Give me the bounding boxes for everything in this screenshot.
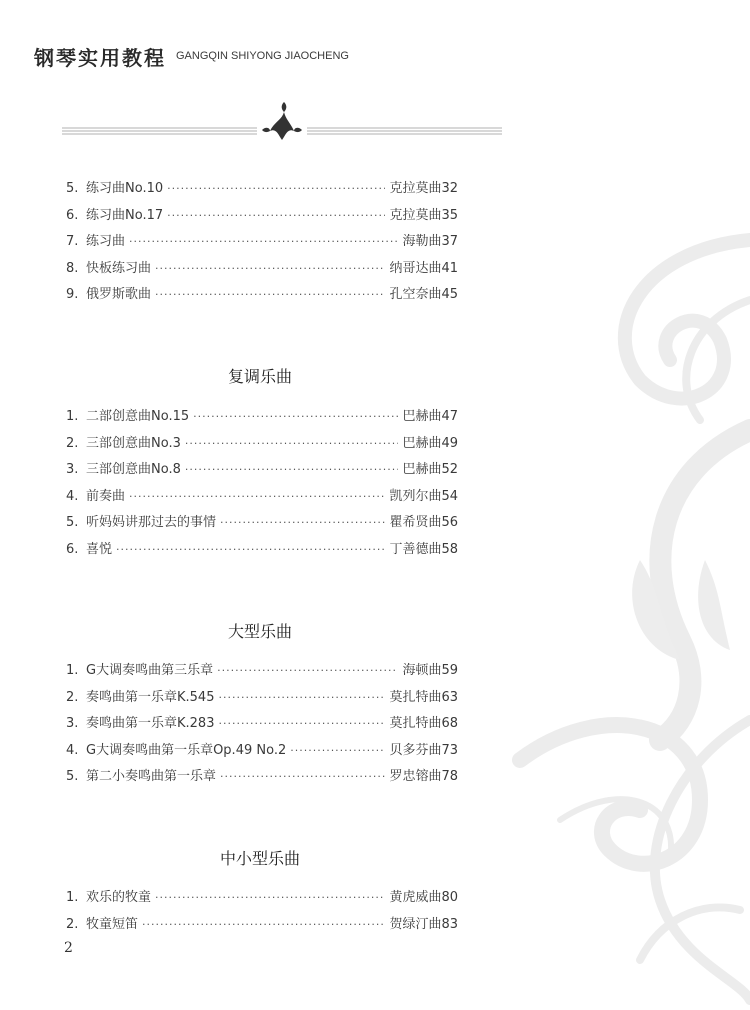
entry-page: 78	[441, 769, 458, 784]
entry-page: 63	[441, 689, 458, 705]
toc-entry[interactable]	[66, 712, 458, 739]
entry-title: 奏鸣曲第一乐章K.283	[86, 716, 215, 731]
dot-leader	[218, 691, 385, 704]
entry-title: 牧童短笛	[86, 916, 139, 932]
entry-composer: 莫扎特曲	[389, 689, 442, 705]
entry-number: 7.	[66, 234, 79, 249]
entry-page: 54	[441, 488, 458, 504]
entry-page: 37	[441, 234, 458, 249]
dot-leader	[218, 717, 385, 730]
entry-title: 练习曲No.17	[86, 207, 164, 223]
toc-entry[interactable]	[66, 257, 458, 284]
book-title-chinese: 钢琴实用教程	[34, 46, 166, 70]
entry-page: 58	[441, 541, 458, 557]
entry-title: 练习曲	[86, 234, 126, 249]
dot-leader	[116, 543, 385, 556]
entry-number: 1.	[66, 890, 79, 905]
entry-number: 1.	[66, 663, 79, 678]
entry-composer: 孔空奈曲	[389, 287, 442, 302]
entry-title: 喜悦	[86, 541, 113, 557]
entry-number: 5.	[66, 769, 79, 784]
entry-title: 练习曲No.10	[86, 181, 164, 196]
entry-composer: 巴赫曲	[402, 435, 442, 451]
toc-section-large-works	[66, 659, 458, 792]
dot-leader	[167, 182, 385, 195]
entry-page: 52	[441, 462, 458, 477]
section-heading-small-works: 中小型乐曲	[219, 849, 300, 868]
entry-title: 听妈妈讲那过去的事情	[86, 515, 217, 530]
entry-number: 3.	[66, 716, 79, 731]
entry-number: 2.	[66, 689, 79, 705]
entry-composer: 贺绿汀曲	[389, 916, 442, 932]
dot-leader	[129, 235, 398, 248]
entry-title: 前奏曲	[86, 488, 126, 504]
entry-number: 5.	[66, 181, 79, 196]
toc-entry[interactable]	[66, 485, 458, 512]
dot-leader	[185, 463, 399, 476]
entry-title: 俄罗斯歌曲	[86, 287, 152, 302]
entry-title: 二部创意曲No.15	[86, 409, 190, 424]
toc-entry[interactable]	[66, 659, 458, 686]
entry-composer: 丁善德曲	[389, 541, 442, 557]
entry-page: 83	[441, 916, 458, 932]
toc-entry[interactable]	[66, 230, 458, 257]
book-title-pinyin: GANGQIN SHIYONG JIAOCHENG	[176, 50, 349, 62]
divider-ornament	[62, 100, 502, 150]
entry-title: 第二小奏鸣曲第一乐章	[86, 769, 217, 784]
entry-page: 45	[441, 287, 458, 302]
entry-composer: 纳哥达曲	[389, 260, 442, 276]
toc-entry[interactable]	[66, 204, 458, 231]
entry-title: 快板练习曲	[86, 260, 152, 276]
toc-section-etudes	[66, 177, 458, 310]
section-heading-large-works: 大型乐曲	[227, 622, 292, 641]
toc-entry[interactable]	[66, 177, 458, 204]
dot-leader	[217, 664, 398, 677]
dot-leader	[129, 490, 385, 503]
entry-number: 6.	[66, 541, 79, 557]
toc-entry[interactable]	[66, 765, 458, 792]
dot-leader	[193, 410, 398, 423]
toc-entry[interactable]	[66, 913, 458, 940]
entry-page: 56	[441, 515, 458, 530]
entry-title: 奏鸣曲第一乐章K.545	[86, 689, 215, 705]
toc-entry[interactable]	[66, 739, 458, 766]
entry-page: 32	[441, 181, 458, 196]
entry-title: 三部创意曲No.8	[86, 462, 181, 477]
entry-title: G大调奏鸣曲第一乐章Op.49 No.2	[86, 742, 287, 758]
entry-title: G大调奏鸣曲第三乐章	[86, 663, 214, 678]
entry-composer: 罗忠镕曲	[389, 769, 442, 784]
entry-number: 3.	[66, 462, 79, 477]
entry-composer: 凯列尔曲	[389, 488, 442, 504]
entry-composer: 克拉莫曲	[389, 181, 442, 196]
entry-composer: 黄虎威曲	[389, 890, 442, 905]
toc-section-small-works	[66, 886, 458, 939]
page-number: 2	[64, 940, 73, 956]
entry-page: 73	[441, 742, 458, 758]
entry-page: 80	[441, 890, 458, 905]
entry-number: 9.	[66, 287, 79, 302]
dot-leader	[220, 516, 385, 529]
entry-composer: 莫扎特曲	[389, 716, 442, 731]
entry-composer: 海顿曲	[402, 663, 442, 678]
toc-entry[interactable]	[66, 538, 458, 565]
entry-page: 47	[441, 409, 458, 424]
toc-section-polyphonic	[66, 405, 458, 564]
entry-number: 6.	[66, 207, 79, 223]
entry-page: 35	[441, 207, 458, 223]
dot-leader	[290, 744, 385, 757]
entry-number: 4.	[66, 488, 79, 504]
dot-leader	[167, 209, 385, 222]
toc-entry[interactable]	[66, 511, 458, 538]
entry-number: 2.	[66, 435, 79, 451]
dot-leader	[220, 770, 385, 783]
dot-leader	[155, 288, 385, 301]
entry-page: 41	[441, 260, 458, 276]
entry-page: 49	[441, 435, 458, 451]
entry-page: 59	[441, 663, 458, 678]
entry-composer: 克拉莫曲	[389, 207, 442, 223]
entry-number: 4.	[66, 742, 79, 758]
entry-page: 68	[441, 716, 458, 731]
entry-composer: 瞿希贤曲	[389, 515, 442, 530]
toc-entry[interactable]	[66, 458, 458, 485]
toc-entry[interactable]	[66, 283, 458, 310]
entry-title: 欢乐的牧童	[86, 890, 152, 905]
toc-entry[interactable]	[66, 405, 458, 432]
entry-composer: 巴赫曲	[402, 462, 442, 477]
toc-entry[interactable]	[66, 686, 458, 713]
section-heading-polyphonic: 复调乐曲	[227, 367, 292, 386]
dot-leader	[155, 891, 385, 904]
dot-leader	[185, 437, 399, 450]
toc-entry[interactable]	[66, 886, 458, 913]
entry-number: 2.	[66, 916, 79, 932]
entry-composer: 贝多芬曲	[389, 742, 442, 758]
entry-number: 8.	[66, 260, 79, 276]
dot-leader	[142, 918, 385, 931]
entry-number: 5.	[66, 515, 79, 530]
entry-title: 三部创意曲No.3	[86, 435, 181, 451]
entry-number: 1.	[66, 409, 79, 424]
entry-composer: 海勒曲	[402, 234, 442, 249]
toc-entry[interactable]	[66, 432, 458, 459]
entry-composer: 巴赫曲	[402, 409, 442, 424]
dot-leader	[155, 262, 385, 275]
